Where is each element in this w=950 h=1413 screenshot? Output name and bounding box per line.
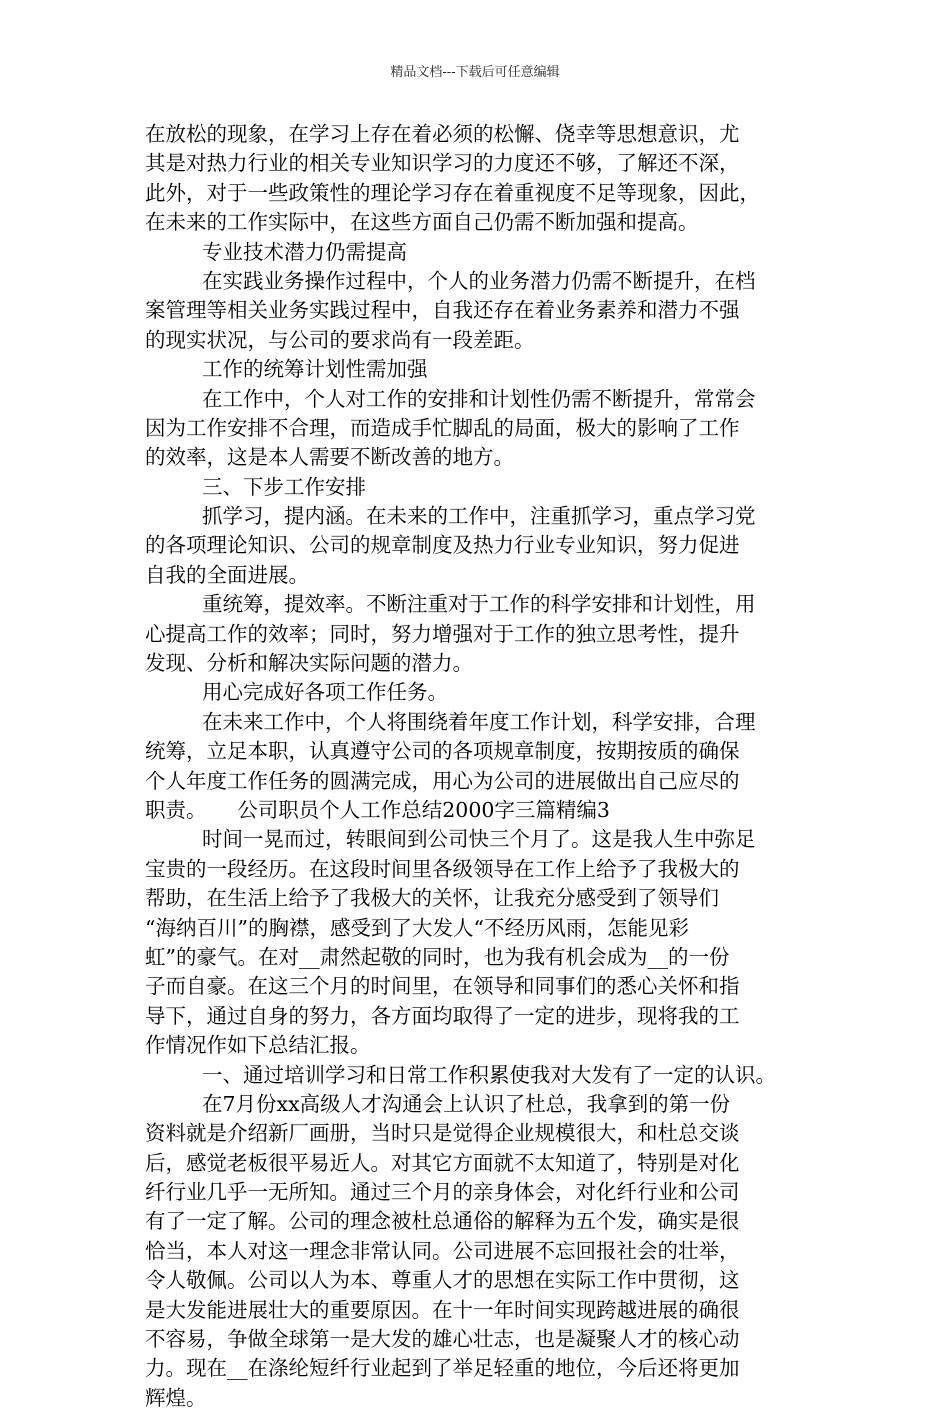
- body-line: 自我的全面进展。: [145, 562, 309, 587]
- body-line: 子而自豪。在这三个月的时间里，在领导和同事们的悉心关怀和指: [145, 974, 740, 999]
- body-line: 是大发能进展壮大的重要原因。在十一年时间实现跨越进展的确很: [145, 1297, 740, 1322]
- body-line: 虹”的豪气。在对__肃然起敬的同时，也为我有机会成为__的一份: [145, 944, 730, 969]
- body-line: 作情况作如下总结汇报。: [145, 1033, 371, 1058]
- body-line: 个人年度工作任务的圆满完成，用心为公司的进展做出自己应尽的: [145, 768, 740, 793]
- body-line: 有了一定了解。公司的理念被杜总通俗的解释为五个发，确实是很: [145, 1209, 740, 1234]
- body-line: 帮助，在生活上给予了我极大的关怀，让我充分感受到了领导们: [145, 886, 719, 911]
- body-line: 时间一晃而过，转眼间到公司快三个月了。这是我人生中弥足: [202, 827, 756, 852]
- section-heading: 用心完成好各项工作任务。: [202, 680, 448, 705]
- body-line: 职责。 公司职员个人工作总结2000字三篇精编3: [145, 797, 610, 822]
- body-line: 因为工作安排不合理，而造成手忙脚乱的局面，极大的影响了工作: [145, 415, 740, 440]
- section-heading: 工作的统筹计划性需加强: [202, 357, 428, 382]
- body-line: 的现实状况，与公司的要求尚有一段差距。: [145, 327, 535, 352]
- body-line: 在工作中，个人对工作的安排和计划性仍需不断提升，常常会: [202, 386, 756, 411]
- body-line: 的效率，这是本人需要不断改善的地方。: [145, 445, 514, 470]
- body-line: 恰当，本人对这一理念非常认同。公司进展不忘回报社会的壮举，: [145, 1238, 740, 1263]
- body-line: 在放松的现象，在学习上存在着必须的松懈、侥幸等思想意识，尤: [145, 122, 740, 146]
- body-line: 抓学习，提内涵。在未来的工作中，注重抓学习，重点学习党: [202, 504, 756, 529]
- body-line: 此外，对于一些政策性的理论学习存在着重视度不足等现象，因此，: [145, 180, 760, 205]
- body-line: 在7月份xx高级人才沟通会上认识了杜总，我拿到的第一份: [202, 1091, 731, 1116]
- document-body: [145, 120, 817, 1413]
- body-line: 后，感觉老板很平易近人。对其它方面就不太知道了，特别是对化: [145, 1150, 740, 1175]
- section-heading: 一、通过培训学习和日常工作积累使我对大发有了一定的认识。: [202, 1062, 776, 1087]
- section-heading: 专业技术潜力仍需提高: [202, 239, 407, 264]
- body-line: 资料就是介绍新厂画册，当时只是觉得企业规模很大，和杜总交谈: [145, 1121, 740, 1146]
- body-line: 宝贵的一段经历。在这段时间里各级领导在工作上给予了我极大的: [145, 856, 740, 881]
- body-line: “海纳百川”的胸襟，感受到了大发人“不经历风雨，怎能见彩: [145, 915, 689, 940]
- body-line: 的各项理论知识、公司的规章制度及热力行业专业知识，努力促进: [145, 533, 740, 558]
- body-line: 在未来工作中，个人将围绕着年度工作计划，科学安排，合理: [202, 709, 756, 734]
- body-line: 在实践业务操作过程中，个人的业务潜力仍需不断提升，在档: [202, 268, 756, 293]
- page-header: 精品文档---下载后可任意编辑: [390, 65, 560, 80]
- body-line: 辉煌。: [145, 1385, 207, 1410]
- body-line: 不容易，争做全球第一是大发的雄心壮志，也是凝聚人才的核心动: [145, 1327, 740, 1352]
- body-line: 重统筹，提效率。不断注重对于工作的科学安排和计划性，用: [202, 592, 756, 617]
- body-line: 纤行业几乎一无所知。通过三个月的亲身体会，对化纤行业和公司: [145, 1180, 740, 1205]
- body-line: 统筹，立足本职，认真遵守公司的各项规章制度，按期按质的确保: [145, 739, 740, 764]
- body-line: 其是对热力行业的相关专业知识学习的力度还不够，了解还不深，: [145, 151, 740, 176]
- section-heading: 三、下步工作安排: [202, 474, 366, 499]
- body-line: 案管理等相关业务实践过程中，自我还存在着业务素养和潜力不强: [145, 298, 740, 323]
- body-line: 在未来的工作实际中，在这些方面自己仍需不断加强和提高。: [145, 210, 699, 235]
- body-line: 力。现在__在涤纶短纤行业起到了举足轻重的地位，今后还将更加: [145, 1356, 740, 1381]
- body-line: 心提高工作的效率；同时，努力增强对于工作的独立思考性，提升: [145, 621, 740, 646]
- body-line: 导下，通过自身的努力，各方面均取得了一定的进步，现将我的工: [145, 1003, 740, 1028]
- body-line: 令人敬佩。公司以人为本、尊重人才的思想在实际工作中贯彻，这: [145, 1268, 740, 1293]
- body-line: 发现、分析和解决实际问题的潜力。: [145, 651, 473, 676]
